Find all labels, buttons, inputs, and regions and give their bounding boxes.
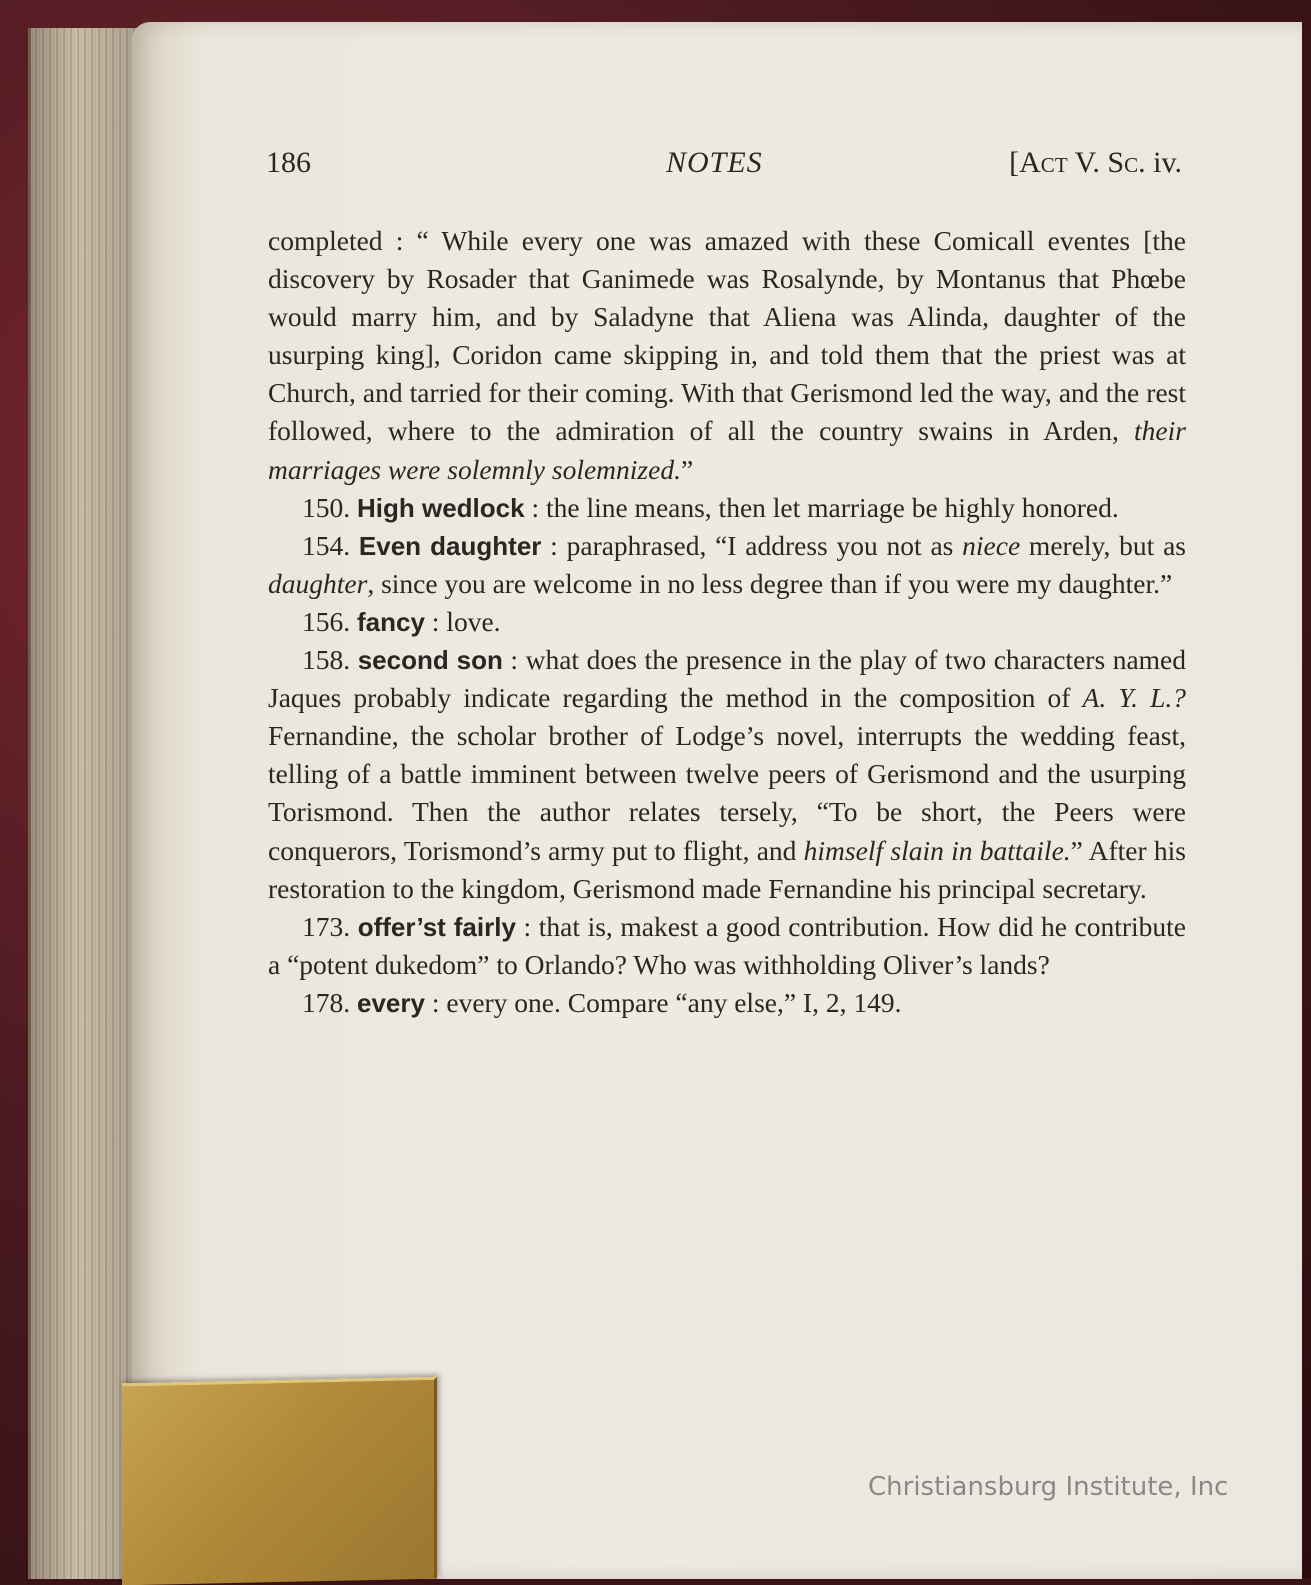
watermark: Christiansburg Institute, Inc	[868, 1472, 1229, 1502]
note-173: 173. offer’st fairly : that is, makest a good contribution. How did he contribute a “potent dukedom” to Orlando? Who was withholding Oliver’s lands?	[268, 910, 1186, 980]
note-number: 158.	[302, 644, 351, 676]
note-number: 154.	[302, 529, 351, 561]
note-number: 150.	[302, 491, 351, 523]
note-150: 150. High wedlock : the line means, then let marriage be highly honored.	[302, 491, 1119, 523]
note-keyword: second son	[357, 645, 503, 676]
note-178: 178. every : every one. Compare “any else,” I, 2, 149.	[302, 986, 902, 1018]
note-keyword: fancy	[357, 606, 425, 637]
page-number: 186	[266, 146, 311, 179]
note-number: 156.	[302, 605, 351, 637]
section-reference: [Act V. Sc. iv.	[1009, 146, 1182, 179]
page-edges-shadow	[28, 28, 148, 1579]
page-header	[266, 146, 1182, 182]
note-keyword: High wedlock	[357, 492, 525, 523]
continued-paragraph: completed : “ While every one was amazed with these Comicall eventes [the discovery by Rosader that Ganimede was Rosalynde, by Montanus that Phœbe would marry him, and by Saladyne that Aliena was Alinda, daughter of the usurping king], Coridon came skipping in, and told them that the priest was at Church, and tarried for their coming. With that Gerismond led the way, and the rest followed, where to the admiration of all the country swains in Arden, their marriages were solemnly solemnized.”	[268, 225, 1186, 485]
note-156: 156. fancy : love.	[302, 605, 501, 637]
note-keyword: Even daughter	[358, 530, 542, 561]
notes-body	[268, 222, 1186, 1022]
note-number: 173.	[302, 910, 351, 942]
note-154: 154. Even daughter : paraphrased, “I address you not as niece merely, but as daughter, since you are welcome in no less degree than if you were my daughter.”	[268, 529, 1186, 599]
gold-bookmark-tab	[122, 1377, 437, 1585]
note-keyword: every	[357, 987, 425, 1018]
note-keyword: offer’st fairly	[357, 911, 516, 942]
note-158: 158. second son : what does the presence in the play of two characters named Jaques probably indicate regarding the method in the composition of A. Y. L.? Fernandine, the scholar brother of Lodge’s novel, interrupts the wedding feast, telling of a battle imminent between twelve peers of Gerismond and the usurping Torismond. Then the author relates tersely, “To be short, the Peers were conquerors, Torismond’s army put to flight, and himself slain in battaile.” After his restoration to the kingdom, Gerismond made Fernandine his principal secretary.	[268, 644, 1186, 904]
running-title: NOTES	[666, 146, 763, 179]
note-number: 178.	[302, 986, 351, 1018]
